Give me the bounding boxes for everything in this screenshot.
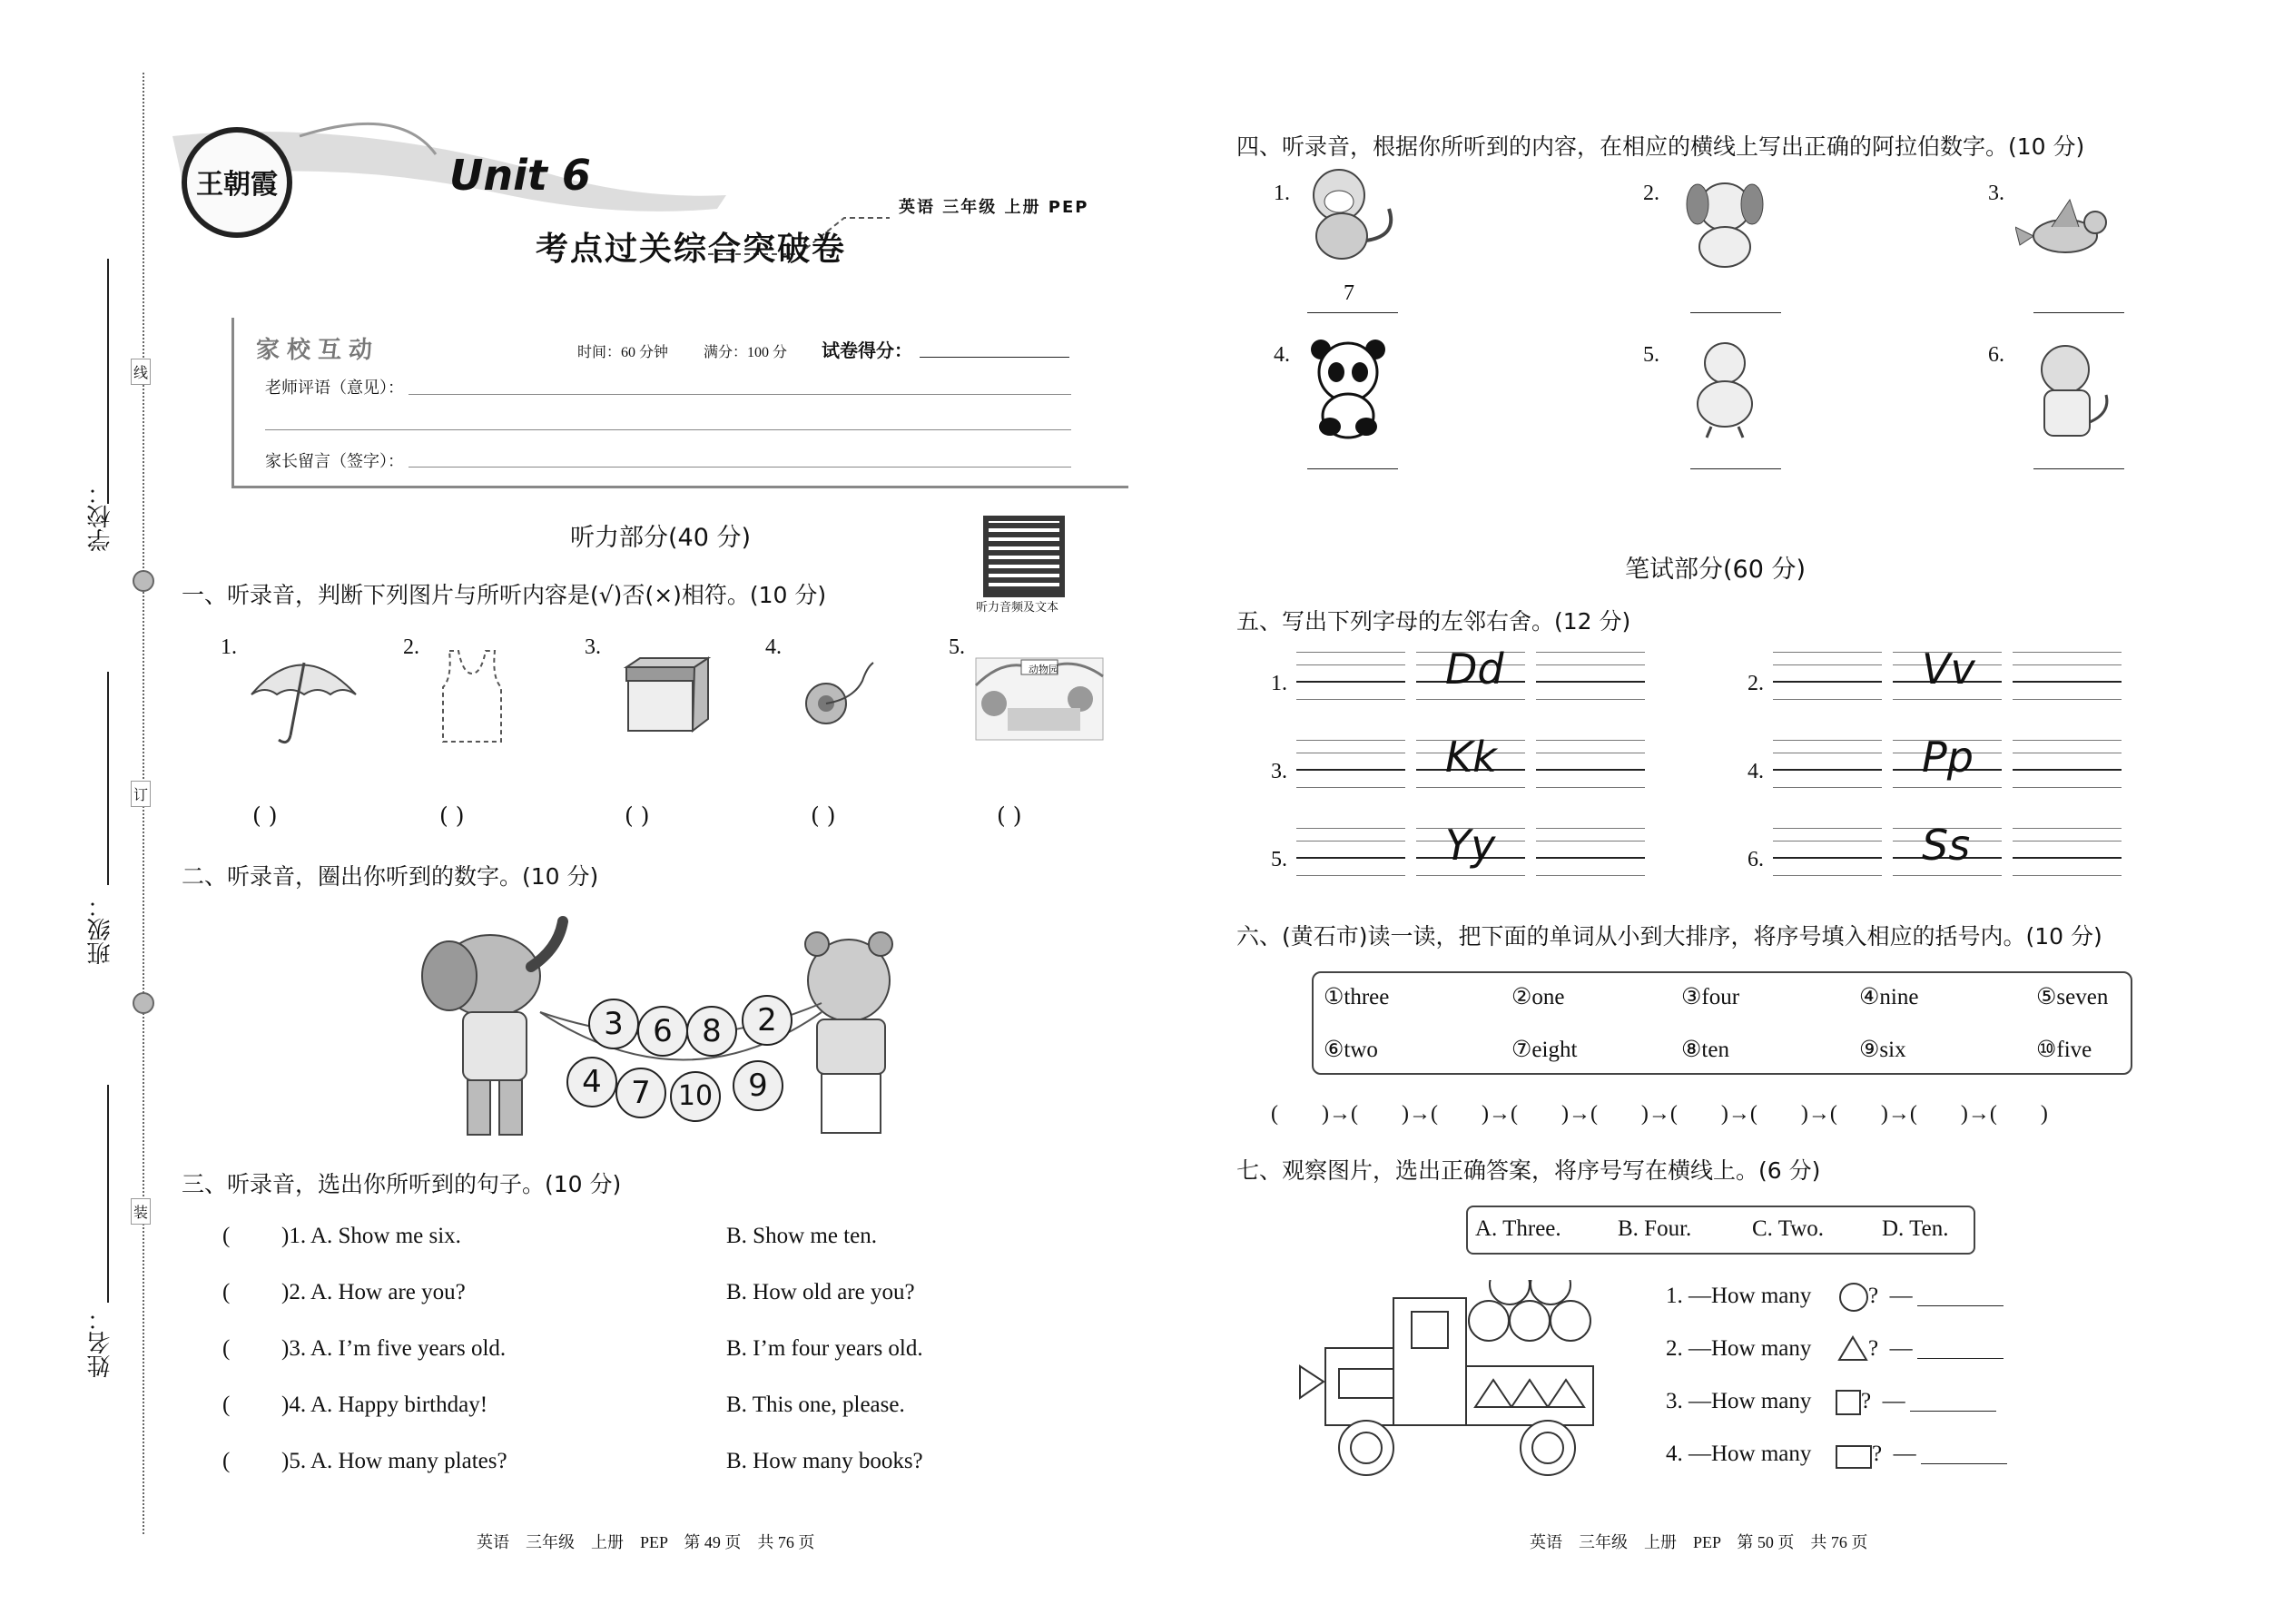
guide-line [1773,828,1882,829]
footer-left: 英语 三年级 上册 PEP 第 49 页 共 76 页 [477,1533,815,1551]
s3-option-a-1: )1. A. Show me six. [281,1224,461,1248]
s4-answer-line-3[interactable] [2033,312,2124,313]
guide-line [1416,699,1525,700]
s7-q3-tail: ? — [1861,1389,1905,1413]
guide-line [1296,740,1405,741]
word-9: ⑨six [1859,1038,1906,1062]
option-a: A. Three. [1475,1216,1561,1241]
triangle-shape-icon [1837,1334,1868,1362]
lantern-8[interactable]: 8 [686,1006,737,1057]
word-10: ⑩five [2036,1038,2092,1062]
s3-option-a-3: )3. A. I’m five years old. [281,1336,507,1361]
class-label: 班级： [87,894,114,965]
guide-line [1893,875,2002,876]
s7-answer-line-4[interactable] [1921,1463,2007,1464]
write-letter-box[interactable] [1296,828,1405,882]
guide-line [1773,787,1882,788]
s7-q2-tail: ? — [1868,1336,1913,1361]
seal-char-3: 装 [131,1198,151,1225]
guide-line [1536,857,1645,859]
s3-paren-4[interactable]: ( [222,1393,231,1417]
guide-line [1296,841,1405,842]
s4-answer-line-6[interactable] [2033,468,2124,469]
bird-picture [2015,195,2115,268]
guide-line [2013,699,2122,700]
seal-char-1: 线 [131,359,151,385]
section-3-title: 三、听录音，选出你所听到的句子。(10 分) [182,1171,622,1197]
logo [182,127,292,238]
guide-line [1296,652,1405,653]
s7-q4-label: 4. —How many [1666,1442,1812,1466]
s7-answer-line-1[interactable] [1917,1305,2004,1306]
unit-title: Unit 6 [449,151,591,200]
s3-option-b-5: B. How many books? [726,1449,923,1473]
s3-option-a-5: )5. A. How many plates? [281,1449,507,1473]
rectangle-shape-icon [1836,1445,1872,1469]
binding-hole-1 [133,570,154,592]
s3-option-b-4: B. This one, please. [726,1393,905,1417]
seal-char-2: 订 [131,781,151,807]
word-8: ⑧ten [1681,1038,1729,1062]
letter-item-number: 6. [1748,848,1764,871]
word-6: ⑥two [1324,1038,1378,1062]
write-letter-box[interactable] [1536,652,1645,706]
guide-line [1296,857,1405,859]
given-letters: Dd [1445,645,1504,694]
vest-picture [436,646,508,746]
guide-line [1773,652,1882,653]
s4-answer-line-2[interactable] [1690,312,1781,313]
write-letter-box[interactable] [1773,740,1882,794]
score-label: 试卷得分： [822,340,912,361]
letter-item-number: 1. [1271,672,1287,695]
circle-shape-icon [1839,1283,1868,1312]
given-letters: Pp [1922,733,1974,782]
letter-item-number: 2. [1748,672,1764,695]
s4-answer-line-4[interactable] [1307,468,1398,469]
yoyo-picture [799,654,890,735]
write-letter-box[interactable] [2013,652,2122,706]
parent-comment-label: 家长留言（签字）： [265,452,404,470]
guide-line [2013,652,2122,653]
box-picture [617,654,717,735]
word-4: ④nine [1859,985,1919,1009]
s4-item-2: 2. [1643,182,1659,205]
guide-line [2013,828,2122,829]
letter-item-number: 5. [1271,848,1287,871]
guide-line [1296,875,1405,876]
name-label: 姓名： [87,1307,114,1378]
guide-line [1536,787,1645,788]
word-5: ⑤seven [2036,985,2109,1009]
guide-line [2013,787,2122,788]
guide-line [1773,699,1882,700]
name-line [107,1085,109,1303]
letter-item-number: 4. [1748,760,1764,783]
guide-line [1296,681,1405,683]
guide-line [1773,740,1882,741]
section-5-title: 五、写出下列字母的左邻右舍。(12 分) [1236,608,1631,635]
zoo-sign: 动物园 [1029,664,1058,675]
option-b: B. Four. [1618,1216,1692,1241]
lantern-10[interactable]: 10 [670,1071,721,1122]
section-4-title: 四、听录音，根据你所听到的内容，在相应的横线上写出正确的阿拉伯数字。(10 分) [1236,133,2085,160]
guide-line [1416,787,1525,788]
word-2: ②one [1511,985,1565,1009]
word-3: ③four [1681,985,1740,1009]
write-letter-box[interactable] [1296,740,1405,794]
s7-q1-label: 1. —How many [1666,1284,1812,1308]
write-letter-box[interactable] [1536,740,1645,794]
s1-item-3: 3. [585,635,601,659]
s3-paren-1[interactable]: ( [222,1224,231,1248]
qr-code[interactable] [983,516,1065,597]
s7-q2-label: 2. —How many [1666,1336,1812,1361]
guide-line [2013,664,2122,665]
duck-picture [1684,336,1766,440]
guide-line [1536,681,1645,683]
guide-line [1773,875,1882,876]
write-letter-box[interactable] [2013,828,2122,882]
panda-picture [1303,336,1393,440]
writing-title: 笔试部分(60 分) [1625,556,1807,584]
guide-line [2013,769,2122,771]
s3-option-b-2: B. How old are you? [726,1280,915,1304]
guide-line [1773,841,1882,842]
guide-line [2013,740,2122,741]
lantern-4[interactable]: 4 [566,1057,617,1107]
s1-item-4: 4. [765,635,782,659]
s7-q3-label: 3. —How many [1666,1389,1812,1413]
lantern-3[interactable]: 3 [588,999,639,1049]
s1-answer-2[interactable]: ( ) [439,802,465,829]
home-school-title: 家校互动 [256,337,380,364]
s7-answer-line-2[interactable] [1917,1358,2004,1359]
write-letter-box[interactable] [1296,652,1405,706]
section-7-title: 七、观察图片，选出正确答案，将序号写在横线上。(6 分) [1236,1157,1821,1184]
lantern-7[interactable]: 7 [615,1068,666,1118]
s3-option-a-4: )4. A. Happy birthday! [281,1393,488,1417]
s3-paren-5[interactable]: ( [222,1449,231,1473]
lantern-2[interactable]: 2 [742,995,793,1046]
s7-answer-line-3[interactable] [1910,1411,1996,1412]
score-line [920,357,1069,358]
parent-comment-line [409,467,1071,468]
guide-line [1296,769,1405,771]
guide-line [1893,787,2002,788]
lantern-9[interactable]: 9 [733,1060,783,1111]
write-letter-box[interactable] [2013,740,2122,794]
guide-line [1416,875,1525,876]
s3-option-b-3: B. I’m four years old. [726,1336,923,1361]
dog-picture [1675,172,1775,272]
listening-title: 听力部分(40 分) [570,524,752,552]
teacher-comment-line-1 [409,394,1071,395]
lantern-6[interactable]: 6 [637,1006,688,1057]
s4-item-3: 3. [1988,182,2004,205]
binding-hole-2 [133,992,154,1014]
guide-line [1536,828,1645,829]
qr-caption: 听力音频及文本 [976,601,1059,615]
given-letters: Yy [1445,821,1496,870]
s3-option-b-1: B. Show me ten. [726,1224,877,1248]
s4-item-5: 5. [1643,343,1659,367]
teacher-comment-line-2 [265,429,1071,430]
s1-answer-3[interactable]: ( ) [625,802,650,829]
write-letter-box[interactable] [1773,828,1882,882]
s1-answer-5[interactable]: ( ) [997,802,1022,829]
truck-picture [1298,1280,1607,1484]
monkey-picture [1298,163,1407,263]
s3-paren-2[interactable]: ( [222,1280,231,1304]
s1-item-5: 5. [949,635,965,659]
guide-line [1536,769,1645,771]
class-line [107,672,109,885]
guide-line [1296,699,1405,700]
guide-line [1536,841,1645,842]
s4-answer-1-text: 7 [1344,281,1354,305]
time-info: 时间：60 分钟 [577,345,669,360]
s7-q1-tail: ? — [1868,1284,1913,1308]
exam-subtitle: 考点过关综合突破卷 [536,231,847,267]
letter-item-number: 3. [1271,760,1287,783]
s7-q4-tail: ? — [1872,1442,1916,1466]
guide-line [1296,787,1405,788]
s1-answer-4[interactable]: ( ) [811,802,836,829]
s4-item-1: 1. [1274,182,1290,205]
s4-answer-line-1[interactable] [1307,312,1398,313]
guide-line [2013,681,2122,683]
word-1: ①three [1324,985,1390,1009]
section-2-title: 二、听录音，圈出你听到的数字。(10 分) [182,863,599,890]
word-7: ⑦eight [1511,1038,1578,1062]
course-tag: 英语 三年级 上册 PEP [899,198,1089,217]
guide-line [1536,699,1645,700]
option-c: C. Two. [1752,1216,1825,1241]
s3-option-a-2: )2. A. How are you? [281,1280,466,1304]
guide-line [2013,875,2122,876]
write-letter-box[interactable] [1773,652,1882,706]
s1-item-2: 2. [403,635,419,659]
full-score-info: 满分：100 分 [704,345,788,360]
given-letters: Kk [1445,733,1497,782]
given-letters: Ss [1922,821,1971,870]
footer-right: 英语 三年级 上册 PEP 第 50 页 共 76 页 [1530,1533,1868,1551]
s3-paren-3[interactable]: ( [222,1336,231,1361]
square-shape-icon [1836,1390,1861,1415]
s1-item-1: 1. [221,635,237,659]
s1-answer-1[interactable]: ( ) [252,802,278,829]
section-1-title: 一、听录音，判断下列图片与所听内容是(√)否(×)相符。(10 分) [182,582,827,608]
guide-line [1773,681,1882,683]
guide-line [1536,652,1645,653]
guide-line [2013,841,2122,842]
guide-line [1536,740,1645,741]
guide-line [1296,664,1405,665]
school-line [107,259,109,504]
section-6-title: 六、(黄石市)读一读，把下面的单词从小到大排序，将序号填入相应的括号内。(10 分) [1236,923,2102,950]
s4-item-4: 4. [1274,343,1290,367]
umbrella-picture [247,645,365,749]
logo-text: 王朝霞 [196,170,278,200]
guide-line [1773,664,1882,665]
tiger-picture [2024,340,2115,440]
s4-item-6: 6. [1988,343,2004,367]
s4-answer-line-5[interactable] [1690,468,1781,469]
guide-line [1536,664,1645,665]
guide-line [1536,875,1645,876]
teacher-comment-label: 老师评语（意见）： [265,379,404,397]
option-d: D. Ten. [1882,1216,1949,1241]
guide-line [1773,769,1882,771]
guide-line [2013,857,2122,859]
given-letters: Vv [1922,645,1975,694]
guide-line [1893,699,2002,700]
school-label: 学校： [87,481,114,552]
guide-line [1773,857,1882,859]
write-letter-box[interactable] [1536,828,1645,882]
guide-line [1296,828,1405,829]
order-chain[interactable]: ( )→( )→( )→( )→( )→( )→( )→( )→( )→( ) [1271,1102,2048,1126]
